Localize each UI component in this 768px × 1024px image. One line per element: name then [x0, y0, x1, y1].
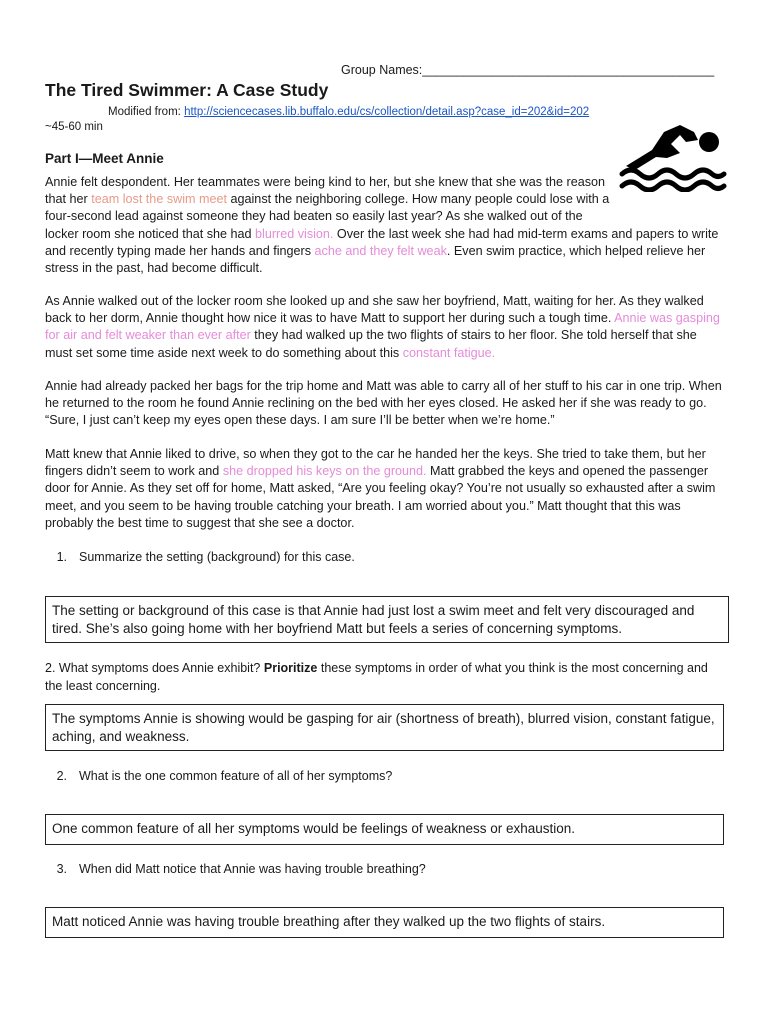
part-heading: Part I—Meet Annie: [45, 151, 164, 166]
group-names-line[interactable]: Group Names:__________________________________________: [341, 63, 715, 77]
source-link[interactable]: http://sciencecases.lib.buffalo.edu/cs/collection/detail.asp?case_id=202&id=202: [184, 106, 590, 118]
question-3: [45, 769, 392, 783]
paragraph-1: Annie felt despondent. Her teammates were being kind to her, but she knew that she was the reason that her team lost the swim meet against the neighboring college. How many people could lose with a four-second lead against someone they had beaten so easily last year? As she walked out of the locker room she noticed that she had blurred vision. Over the last week she had had mid-term exams and papers to write and recently typing made her hands and fingers ache and they felt weak. Even swim practice, which helped relieve her stress in the past, had become difficult.: [45, 175, 719, 276]
paragraph-2: As Annie walked out of the locker room she looked up and she saw her boyfriend, Matt, waiting for her. As they walked back to her dorm, Annie thought how nice it was to have Matt to support her during such a tough time. Annie was gasping for air and felt weaker than ever after they had walked up the two flights of stairs to her floor. She told herself that she must set some time aside next week to do something about this constant fatigue.: [45, 294, 720, 360]
highlight-text: team lost the swim meet: [91, 192, 227, 207]
question-text: Summarize the setting (background) for this case.: [79, 550, 355, 564]
highlight-text: ache and they felt weak: [314, 243, 447, 258]
question-1: [45, 550, 355, 564]
paragraph-4: Matt knew that Annie liked to drive, so when they got to the car he handed her the keys. She tried to take them, but her fingers didn’t seem to work and she dropped his keys on the ground. Matt grabbed the keys and opened the passenger door for Annie. As they set off for home, Matt asked, “Are you feeling okay? You’re not usually so exhausted after a swim meet, and you seem to be having trouble catching your breath. I am worried about you.” Matt thought that this was probably the best time to suggest that she see a doctor.: [45, 447, 716, 530]
modified-label: Modified from:: [108, 106, 185, 118]
modified-from: [108, 106, 589, 118]
question-2: 2. What symptoms does Annie exhibit? Prioritize these symptoms in order of what you think is the most concerning and the least concerning.: [45, 661, 708, 693]
question-number: 2.: [56, 769, 67, 783]
answer-box-3[interactable]: One common feature of all her symptoms would be feelings of weakness or exhaustion.: [45, 814, 724, 845]
highlight-text: for air and felt weaker than ever after: [45, 328, 251, 343]
answer-box-4[interactable]: Matt noticed Annie was having trouble breathing after they walked up the two flights of stairs.: [45, 907, 724, 938]
paragraph-3: Annie had already packed her bags for the trip home and Matt was able to carry all of her stuff to his car in one trip. When he returned to the room he found Annie reclining on the bed with her eyes closed. He asked her if she was ready to go. “Sure, I just can’t keep my eyes open these days. I am sure I’ll be better when we’re home.”: [45, 379, 722, 428]
highlight-text: she dropped his keys on the ground.: [222, 464, 427, 479]
question-text: What is the one common feature of all of her symptoms?: [79, 769, 393, 783]
answer-box-2[interactable]: The symptoms Annie is showing would be gasping for air (shortness of breath), blurred vision, constant fatigue, aching, and weakness.: [45, 704, 724, 751]
answer-box-1[interactable]: The setting or background of this case is that Annie had just lost a swim meet and felt very discouraged and tired. She’s also going home with her boyfriend Matt but feels a series of concerning symptoms.: [45, 596, 729, 643]
page-title: The Tired Swimmer: A Case Study: [45, 80, 329, 100]
highlight-text: blurred vision.: [255, 226, 334, 241]
highlight-text: constant fatigue.: [402, 345, 496, 360]
question-number: 1.: [56, 550, 67, 564]
question-4: [45, 862, 426, 876]
question-number: 3.: [56, 862, 67, 876]
highlight-text: Annie was gasping: [614, 311, 720, 326]
duration-label: ~45-60 min: [45, 121, 103, 133]
prioritize-emphasis: Prioritize: [263, 661, 318, 675]
question-text: When did Matt notice that Annie was having trouble breathing?: [79, 862, 426, 876]
